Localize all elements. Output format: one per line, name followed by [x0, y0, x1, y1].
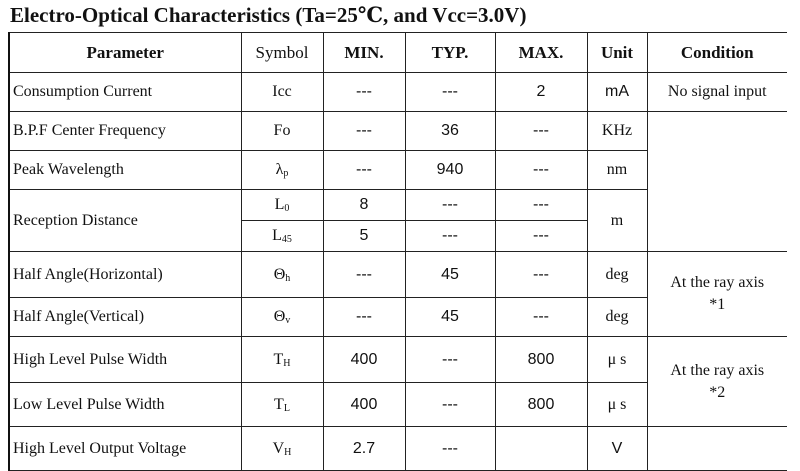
min-cell: --- — [323, 151, 405, 190]
symbol-sub: 0 — [284, 203, 290, 214]
max-cell — [495, 427, 587, 471]
min-cell: --- — [323, 73, 405, 112]
param-cell: Consumption Current — [9, 73, 241, 112]
min-cell: --- — [323, 112, 405, 151]
max-cell: --- — [495, 298, 587, 337]
symbol-sub: 45 — [281, 234, 292, 245]
typ-cell: 36 — [405, 112, 495, 151]
param-cell: Half Angle(Vertical) — [9, 298, 241, 337]
symbol-cell — [241, 190, 323, 221]
characteristics-table — [8, 32, 787, 471]
typ-cell: 940 — [405, 151, 495, 190]
unit-cell: μ s — [587, 383, 647, 427]
max-cell: --- — [495, 190, 587, 221]
symbol-main: T — [274, 395, 284, 413]
table-row — [9, 337, 787, 383]
table-row — [9, 73, 787, 112]
symbol-cell — [241, 151, 323, 190]
unit-cell: nm — [587, 151, 647, 190]
table-header-row — [9, 33, 787, 73]
header-parameter: Parameter — [9, 33, 241, 73]
symbol-main: T — [273, 350, 284, 368]
symbol-cell — [241, 221, 323, 252]
condition-note: *1 — [709, 296, 726, 313]
min-cell: 8 — [323, 190, 405, 221]
max-cell: --- — [495, 252, 587, 298]
param-cell: Low Level Pulse Width — [9, 383, 241, 427]
min-cell: 2.7 — [323, 427, 405, 471]
condition-note: *2 — [709, 383, 726, 401]
unit-cell: V — [587, 427, 647, 471]
symbol-sub: H — [284, 446, 292, 458]
symbol-main: Θ — [273, 308, 286, 325]
param-cell: High Level Output Voltage — [9, 427, 241, 471]
typ-cell: --- — [405, 383, 495, 427]
header-condition: Condition — [647, 33, 787, 73]
max-cell: 800 — [495, 337, 587, 383]
header-typ: TYP. — [405, 33, 495, 73]
unit-cell: KHz — [587, 112, 647, 151]
min-cell: 400 — [323, 383, 405, 427]
min-cell: --- — [323, 298, 405, 337]
symbol-sub: p — [283, 168, 289, 179]
typ-cell: --- — [405, 337, 495, 383]
min-cell: 5 — [323, 221, 405, 252]
unit-cell: deg — [587, 252, 647, 298]
symbol-cell — [241, 337, 323, 383]
header-unit: Unit — [587, 33, 647, 73]
typ-cell: --- — [405, 427, 495, 471]
condition-cell — [647, 337, 787, 427]
symbol-cell — [241, 383, 323, 427]
symbol-main: λ — [275, 161, 284, 178]
table-row — [9, 252, 787, 298]
symbol-cell: Icc — [241, 73, 323, 112]
param-cell: Half Angle(Horizontal) — [9, 252, 241, 298]
max-cell: --- — [495, 151, 587, 190]
symbol-cell: Fo — [241, 112, 323, 151]
symbol-cell — [241, 252, 323, 298]
unit-cell: deg — [587, 298, 647, 337]
condition-line: At the ray axis — [670, 274, 765, 291]
min-cell: 400 — [323, 337, 405, 383]
param-cell: B.P.F Center Frequency — [9, 112, 241, 151]
table-row — [9, 427, 787, 471]
symbol-cell — [241, 298, 323, 337]
max-cell: 800 — [495, 383, 587, 427]
unit-cell: m — [587, 190, 647, 252]
param-cell: Peak Wavelength — [9, 151, 241, 190]
header-min: MIN. — [323, 33, 405, 73]
condition-cell-empty — [647, 427, 787, 471]
condition-cell: No signal input — [647, 73, 787, 112]
symbol-sub: h — [285, 272, 291, 284]
unit-cell: μ s — [587, 337, 647, 383]
table-row — [9, 112, 787, 151]
min-cell: --- — [323, 252, 405, 298]
symbol-main: L — [274, 196, 285, 213]
page-title: Electro-Optical Characteristics (Ta=25℃, and Vcc=3.0V) — [10, 3, 527, 27]
typ-cell: 45 — [405, 298, 495, 337]
max-cell: --- — [495, 112, 587, 151]
symbol-sub: L — [283, 402, 290, 414]
condition-cell-empty — [647, 112, 787, 252]
symbol-main: V — [272, 439, 285, 457]
header-symbol: Symbol — [241, 33, 323, 73]
typ-cell: 45 — [405, 252, 495, 298]
symbol-sub: H — [283, 357, 291, 369]
param-cell: Reception Distance — [9, 190, 241, 252]
typ-cell: --- — [405, 190, 495, 221]
max-cell: --- — [495, 221, 587, 252]
max-cell: 2 — [495, 73, 587, 112]
typ-cell: --- — [405, 73, 495, 112]
param-cell: High Level Pulse Width — [9, 337, 241, 383]
typ-cell: --- — [405, 221, 495, 252]
unit-cell: mA — [587, 73, 647, 112]
symbol-sub: v — [285, 315, 291, 326]
condition-line: At the ray axis — [670, 361, 765, 379]
symbol-main: L — [272, 227, 282, 244]
symbol-main: Θ — [273, 265, 286, 283]
symbol-cell — [241, 427, 323, 471]
condition-cell — [647, 252, 787, 337]
header-max: MAX. — [495, 33, 587, 73]
